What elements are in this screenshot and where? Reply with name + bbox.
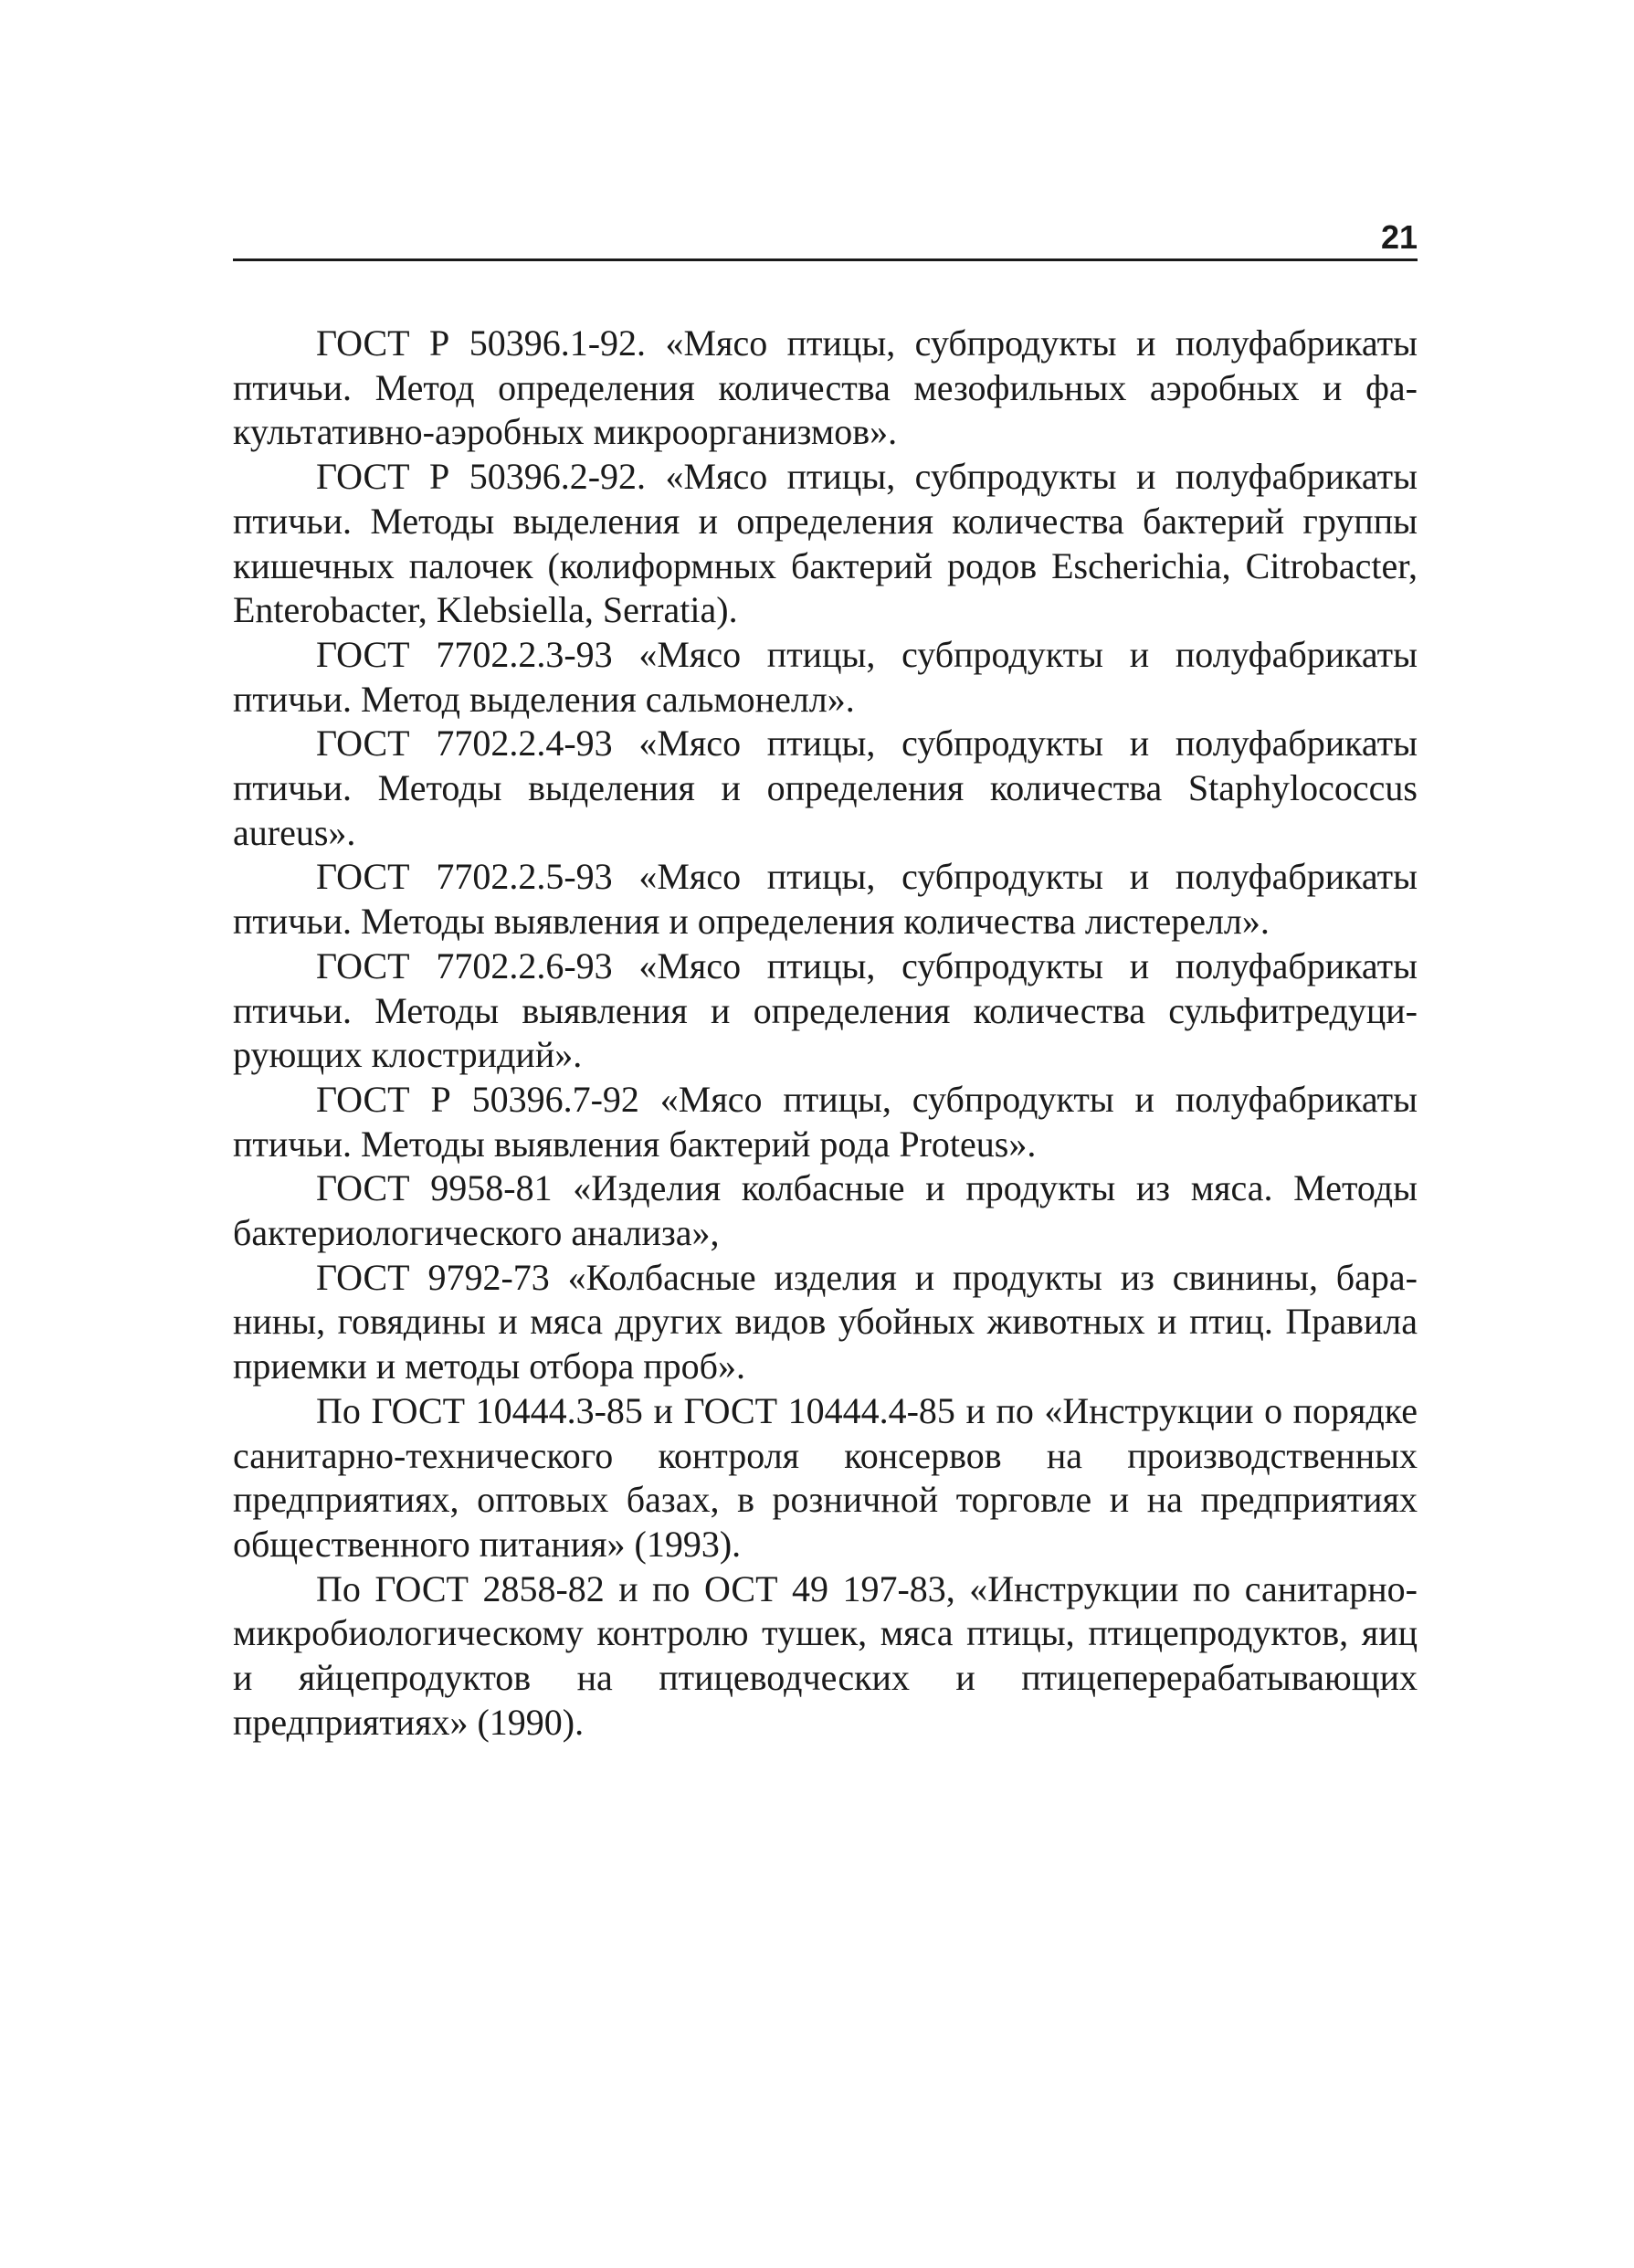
page-number: 21	[1380, 218, 1418, 256]
paragraph: ГОСТ 9792-73 «Колбасные изделия и продукты из свинины, баранины, говядины и мяса других видов убойных животных и птиц. Правила приемки и методы отбора проб».	[233, 1256, 1418, 1387]
paragraph: По ГОСТ 2858-82 и по ОСТ 49 197-83, «Инструкции по санитарно-микробиологическому контролю тушек, мяса птицы, птицепродуктов, яиц и яйцепродуктов на птицеводческих и птицеперерабатывающих предприятиях» (1990).	[233, 1567, 1418, 1743]
paragraph: ГОСТ 7702.2.5-93 «Мясо птицы, субпродукты и полуфабрикаты птичьи. Методы выявления и определения количества листерелл».	[233, 856, 1418, 943]
paragraph: ГОСТ 9958-81 «Изделия колбасные и продукты из мяса. Методы бактериологического анализа»,	[233, 1167, 1418, 1254]
paragraph: ГОСТ Р 50396.2-92. «Мясо птицы, субпродукты и полуфабрикаты птичьи. Методы выделения и определения количества бактерий группы кишечных палочек (колиформных бактерий родов Escherichia, Citrobacter, Enterobacter, Klebsiella, Serratia).	[233, 456, 1418, 631]
paragraph: ГОСТ 7702.2.4-93 «Мясо птицы, субпродукты и полуфабрикаты птичьи. Методы выделения и определения количества Staphylococcus aureus».	[233, 723, 1418, 853]
paragraph: По ГОСТ 10444.3-85 и ГОСТ 10444.4-85 и по «Инструкции о порядке санитарно-технического контроля консервов на производственных предприятиях, оптовых базах, в розничной торговле и на предприятиях общественного питания» (1993).	[233, 1389, 1418, 1565]
header-rule	[233, 258, 1418, 261]
paragraph: ГОСТ Р 50396.7-92 «Мясо птицы, субпродукты и полуфабрикаты птичьи. Методы выявления бактерий рода Proteus».	[233, 1078, 1418, 1165]
paragraph: ГОСТ 7702.2.3-93 «Мясо птицы, субпродукты и полуфабрикаты птичьи. Метод выделения сальмонелл».	[233, 633, 1418, 720]
page-header	[233, 210, 1418, 265]
paragraph: ГОСТ 7702.2.6-93 «Мясо птицы, субпродукты и полуфабрикаты птичьи. Методы выявления и определения количества сульфитредуцирующих клостридий».	[233, 944, 1418, 1076]
body-text	[233, 322, 1418, 1746]
paragraph: ГОСТ Р 50396.1-92. «Мясо птицы, субпродукты и полуфабрикаты птичьи. Метод определения количества мезофильных аэробных и факультативно-аэробных микроорганизмов».	[233, 322, 1418, 453]
